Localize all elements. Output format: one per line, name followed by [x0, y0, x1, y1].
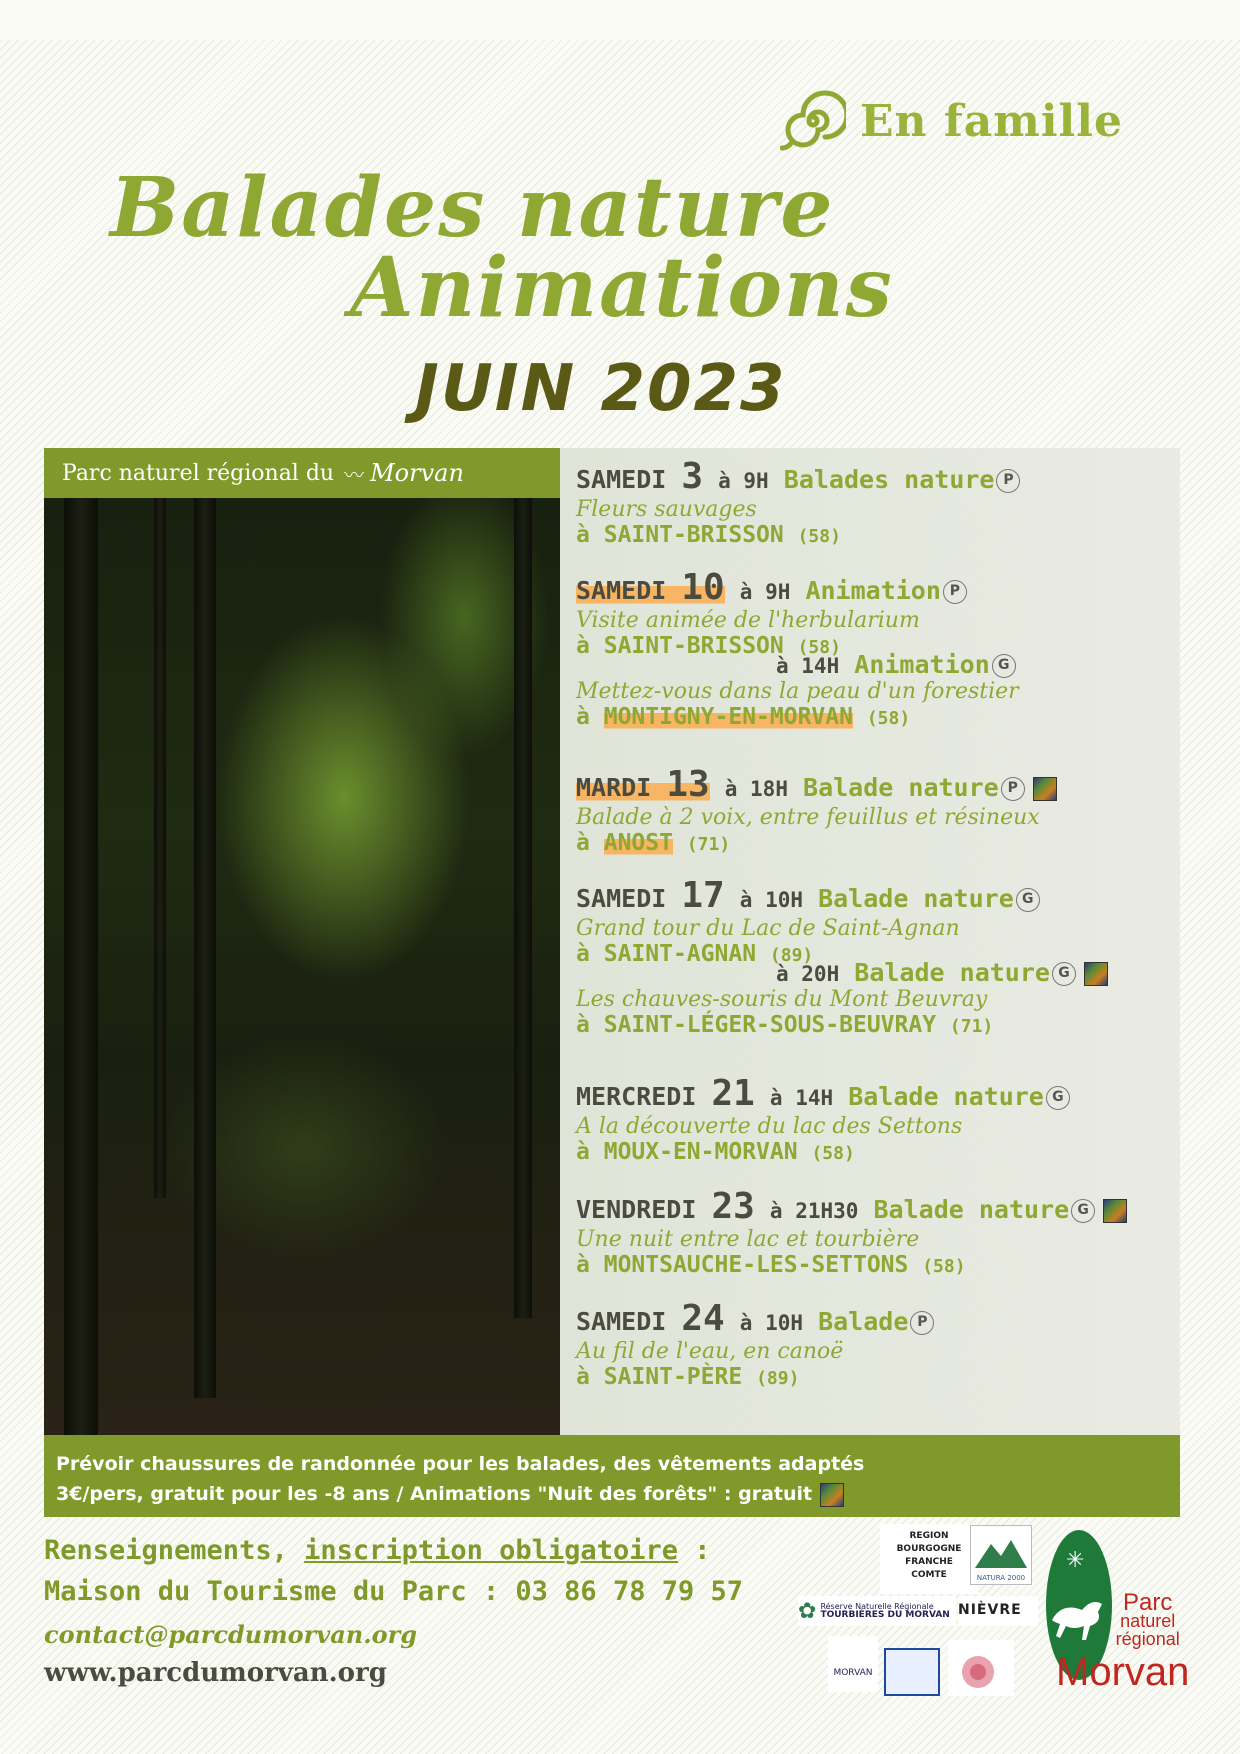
event-department: (58): [866, 708, 911, 729]
event-place-name: SAINT-BRISSON: [603, 522, 784, 548]
event-place-prefix: à: [576, 704, 590, 730]
price-badge: P: [910, 1311, 934, 1335]
tree-trunk: [154, 498, 166, 1198]
horse-icon: [1046, 1590, 1112, 1650]
event-entry: [576, 958, 1108, 1038]
info-line-2: [56, 1479, 1180, 1509]
event-day-wrap: [576, 1186, 755, 1227]
event-day: SAMEDI: [576, 884, 667, 913]
region-logo: [880, 1524, 978, 1594]
event-date-number: 17: [681, 875, 725, 916]
event-place-name: SAINT-BRISSON: [603, 633, 784, 659]
top-margin: [0, 0, 1240, 40]
contact-line-2: Maison du Tourisme du Parc : 03 86 78 79 57: [44, 1576, 743, 1607]
region-text: REGION: [909, 1531, 949, 1541]
event-day: MARDI: [576, 773, 652, 802]
event-heading: [576, 1073, 1070, 1114]
email-link[interactable]: contact@parcdumorvan.org: [44, 1620, 418, 1649]
parc-morvan-logo: [1046, 1530, 1190, 1710]
parc-text: [1056, 1589, 1190, 1694]
event-place-prefix: à: [576, 522, 590, 548]
event-department: (71): [686, 834, 731, 855]
park-name-band: [44, 448, 560, 498]
region-text: FRANCHE: [905, 1557, 953, 1567]
event-description: Une nuit entre lac et tourbière: [576, 1227, 920, 1252]
event-place: [576, 830, 1057, 856]
event-date-number: 23: [711, 1186, 755, 1227]
event-activity: Balade nature: [848, 1082, 1044, 1111]
price-badge: G: [992, 654, 1016, 678]
reserve-leaf-icon: ✿: [798, 1598, 817, 1624]
parc-word: naturel: [1120, 1611, 1176, 1631]
nuit-des-forets-icon: [1103, 1199, 1127, 1223]
event-heading: [576, 1298, 934, 1339]
event-time: à 9H: [718, 469, 769, 493]
event-place: [576, 1139, 1070, 1165]
event-department: (89): [756, 1368, 800, 1389]
event-time: à 9H: [739, 580, 791, 604]
spiral-icon: [780, 88, 846, 154]
event-place-name: MONTIGNY-EN-MORVAN: [603, 704, 853, 730]
event-place-name: MOUX-EN-MORVAN: [603, 1139, 798, 1165]
morvan-small-logo: [828, 1636, 878, 1692]
event-time: à 10H: [739, 888, 804, 912]
event-department: (58): [797, 637, 841, 658]
event-heading: [576, 764, 1057, 805]
tree-trunk: [64, 498, 98, 1435]
title-line-1: Balades nature: [110, 160, 835, 256]
park-prefix: Parc naturel régional du: [62, 460, 335, 486]
event-day-wrap: [576, 764, 710, 805]
event-activity: Balade nature: [803, 773, 999, 802]
event-description: Mettez-vous dans la peau d'un forestier: [576, 679, 1019, 704]
event-place: [576, 704, 1019, 730]
event-date-number: 13: [666, 764, 710, 805]
nuit-des-forets-icon: [820, 1483, 844, 1507]
event-date-number: 24: [681, 1298, 725, 1339]
natura-mountain-icon: [971, 1526, 1031, 1584]
event-date-number: 10: [681, 567, 725, 608]
event-place: [576, 1252, 1127, 1278]
event-activity: Balades nature: [783, 465, 995, 494]
registration-required: inscription obligatoire: [304, 1535, 678, 1566]
colon: :: [677, 1535, 711, 1566]
nuit-des-forets-icon: [1084, 962, 1108, 986]
event-heading: [576, 875, 1040, 916]
event-day-wrap: [576, 1298, 725, 1339]
event-place-name: ANOST: [603, 830, 673, 856]
event-description: Visite animée de l'herbularium: [576, 608, 920, 633]
event-activity: Balade nature: [818, 884, 1014, 913]
price-badge: G: [1071, 1199, 1095, 1223]
event-activity: Balade nature: [873, 1195, 1070, 1224]
event-place: [576, 1364, 934, 1390]
event-day: SAMEDI: [576, 465, 667, 494]
event-place-name: MONTSAUCHE-LES-SETTONS: [603, 1252, 909, 1278]
event-heading: [576, 650, 1019, 679]
reserve-line: Réserve Naturelle Régionale: [820, 1602, 934, 1611]
event-time: à 14H: [776, 654, 840, 678]
event-entry: [576, 764, 1057, 856]
reserve-text: [820, 1602, 949, 1620]
event-department: (58): [811, 1143, 855, 1164]
event-place-prefix: à: [576, 1139, 590, 1165]
price-badge: P: [1001, 777, 1025, 801]
natura-text: NATURA 2000: [976, 1574, 1026, 1582]
partner-pink-logo: [948, 1640, 1014, 1696]
wave-icon: 〰: [344, 462, 365, 487]
event-time: à 18H: [724, 777, 788, 801]
event-entry: [576, 1298, 934, 1390]
star-icon: ✳: [1066, 1548, 1085, 1573]
event-entry: [576, 456, 1020, 548]
nievre-logo: NIÈVRE: [958, 1596, 1038, 1626]
reserve-line: TOURBIÈRES DU MORVAN: [820, 1610, 950, 1620]
event-description: Fleurs sauvages: [576, 497, 757, 522]
event-activity: Balade: [818, 1307, 909, 1336]
morvan-small-text: MORVAN: [833, 1668, 873, 1678]
event-day-wrap: [576, 456, 704, 497]
event-entry: [576, 1073, 1070, 1165]
event-day-wrap: [576, 1073, 755, 1114]
event-entry: [576, 567, 967, 659]
price-badge: P: [996, 469, 1020, 493]
event-place-prefix: à: [576, 1364, 590, 1390]
event-day: SAMEDI: [576, 576, 667, 605]
event-entry: [576, 1186, 1127, 1278]
event-place: [576, 1012, 1108, 1038]
website-link[interactable]: www.parcdumorvan.org: [44, 1658, 387, 1688]
event-heading: [576, 1186, 1127, 1227]
event-day: MERCREDI: [576, 1082, 697, 1111]
price-badge: G: [1016, 888, 1040, 912]
event-time: à 10H: [739, 1311, 804, 1335]
event-date-number: 21: [711, 1073, 755, 1114]
subtitle: En famille: [860, 95, 1123, 147]
tree-trunk: [194, 498, 216, 1398]
event-place-prefix: à: [576, 1252, 590, 1278]
event-place-name: SAINT-LÉGER-SOUS-BEUVRAY: [603, 1012, 937, 1038]
event-time: à 21H30: [769, 1199, 859, 1223]
event-department: (58): [797, 526, 841, 547]
info-band: [44, 1435, 1180, 1517]
nuit-des-forets-icon: [1033, 777, 1057, 801]
price-badge: G: [1046, 1086, 1070, 1110]
event-activity: Balade nature: [854, 958, 1050, 987]
region-text: COMTE: [911, 1570, 947, 1580]
reserve-naturelle-logo: [798, 1596, 956, 1626]
price-badge: P: [943, 580, 967, 604]
info-line-1: Prévoir chaussures de randonnée pour les balades, des vêtements adaptés: [56, 1453, 865, 1475]
event-day: SAMEDI: [576, 1307, 667, 1336]
event-description: Balade à 2 voix, entre feuillus et résineux: [576, 805, 1040, 830]
parc-word: Parc: [1123, 1589, 1173, 1616]
event-day-wrap: [576, 567, 725, 608]
event-description: Les chauves-souris du Mont Beuvray: [576, 987, 988, 1012]
title-line-2: Animations: [350, 240, 894, 336]
event-heading: [576, 567, 967, 608]
event-place: [576, 522, 1020, 548]
event-description: A la découverte du lac des Settons: [576, 1114, 963, 1139]
event-time: à 14H: [769, 1086, 834, 1110]
natura-2000-logo: [970, 1525, 1032, 1585]
event-description: Grand tour du Lac de Saint-Agnan: [576, 916, 960, 941]
contact-line-1: [44, 1535, 710, 1566]
parc-word: régional: [1115, 1629, 1180, 1649]
event-heading: [576, 958, 1108, 987]
contact-label: Renseignements,: [44, 1535, 305, 1566]
event-date-number: 3: [681, 456, 704, 497]
region-text: BOURGOGNE: [896, 1544, 962, 1554]
event-place-prefix: à: [576, 633, 590, 659]
month-title: JUIN 2023: [415, 352, 787, 426]
event-entry: [576, 650, 1019, 730]
event-department: (71): [949, 1016, 994, 1037]
price-badge: G: [1052, 962, 1076, 986]
event-department: (89): [769, 945, 814, 966]
partner-blue-logo: [884, 1648, 940, 1696]
event-place-prefix: à: [576, 1012, 590, 1038]
event-heading: [576, 456, 1020, 497]
en-famille: [780, 88, 1123, 154]
forest-photo: [44, 498, 560, 1435]
info-line-2-text: 3€/pers, gratuit pour les -8 ans / Animations "Nuit des forêts" : gratuit: [56, 1483, 813, 1505]
event-description: Au fil de l'eau, en canoë: [576, 1339, 844, 1364]
event-time: à 20H: [776, 962, 840, 986]
park-name: Morvan: [370, 459, 464, 487]
tree-trunk: [514, 498, 532, 1318]
event-activity: Animation: [805, 576, 941, 605]
event-place-prefix: à: [576, 941, 590, 967]
event-department: (58): [922, 1256, 966, 1277]
parc-word: Morvan: [1056, 1650, 1190, 1694]
event-place-name: SAINT-AGNAN: [603, 941, 757, 967]
event-place-prefix: à: [576, 830, 590, 856]
event-day-wrap: [576, 875, 725, 916]
event-entry: [576, 875, 1040, 967]
pink-flower-icon: [948, 1640, 1014, 1696]
event-place-name: SAINT-PÈRE: [603, 1364, 743, 1390]
event-day: VENDREDI: [576, 1195, 697, 1224]
event-activity: Animation: [854, 650, 990, 679]
